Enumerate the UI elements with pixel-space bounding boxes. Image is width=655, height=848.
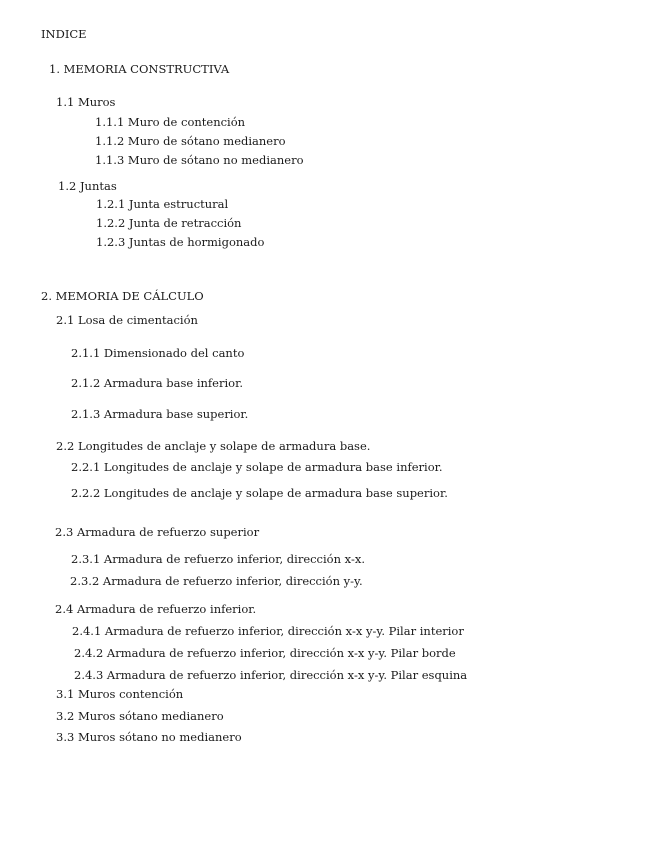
toc-item: 2.1.1 Dimensionado del canto [71,346,245,360]
toc-item: 2.2.2 Longitudes de anclaje y solape de armadura base superior. [71,486,448,500]
page-title: INDICE [41,27,87,41]
toc-item: 2.1.3 Armadura base superior. [71,407,249,421]
toc-item: 1.1.2 Muro de sótano medianero [95,134,286,148]
subsection-heading: 1.2 Juntas [58,179,117,193]
section-heading: 1. MEMORIA CONSTRUCTIVA [49,62,230,76]
subsection-heading: 2.1 Losa de cimentación [56,313,198,327]
toc-item: 2.4.1 Armadura de refuerzo inferior, dirección x-x y-y. Pilar interior [72,624,464,638]
toc-item: 2.4.3 Armadura de refuerzo inferior, dirección x-x y-y. Pilar esquina [74,668,468,682]
toc-item: 2.3.2 Armadura de refuerzo inferior, dirección y-y. [70,574,363,588]
section-heading: 2. MEMORIA DE CÁLCULO [41,289,204,303]
subsection-heading: 1.1 Muros [56,95,116,109]
subsection-heading: 2.4 Armadura de refuerzo inferior. [55,602,257,616]
toc-item: 2.4.2 Armadura de refuerzo inferior, dirección x-x y-y. Pilar borde [74,646,456,660]
subsection-heading: 2.3 Armadura de refuerzo superior [55,525,260,539]
toc-item: 3.1 Muros contención [56,687,184,701]
toc-item: 1.2.3 Juntas de hormigonado [96,235,265,249]
toc-item: 2.2.1 Longitudes de anclaje y solape de armadura base inferior. [71,460,443,474]
toc-item: 2.1.2 Armadura base inferior. [71,376,243,390]
toc-item: 1.2.2 Junta de retracción [96,216,242,230]
toc-item: 3.2 Muros sótano medianero [56,709,224,723]
toc-item: 2.3.1 Armadura de refuerzo inferior, dirección x-x. [71,552,365,566]
toc-item: 1.1.1 Muro de contención [95,115,246,129]
toc-item: 3.3 Muros sótano no medianero [56,730,242,744]
toc-item: 1.2.1 Junta estructural [96,197,229,211]
subsection-heading: 2.2 Longitudes de anclaje y solape de armadura base. [56,439,371,453]
toc-item: 1.1.3 Muro de sótano no medianero [95,153,304,167]
